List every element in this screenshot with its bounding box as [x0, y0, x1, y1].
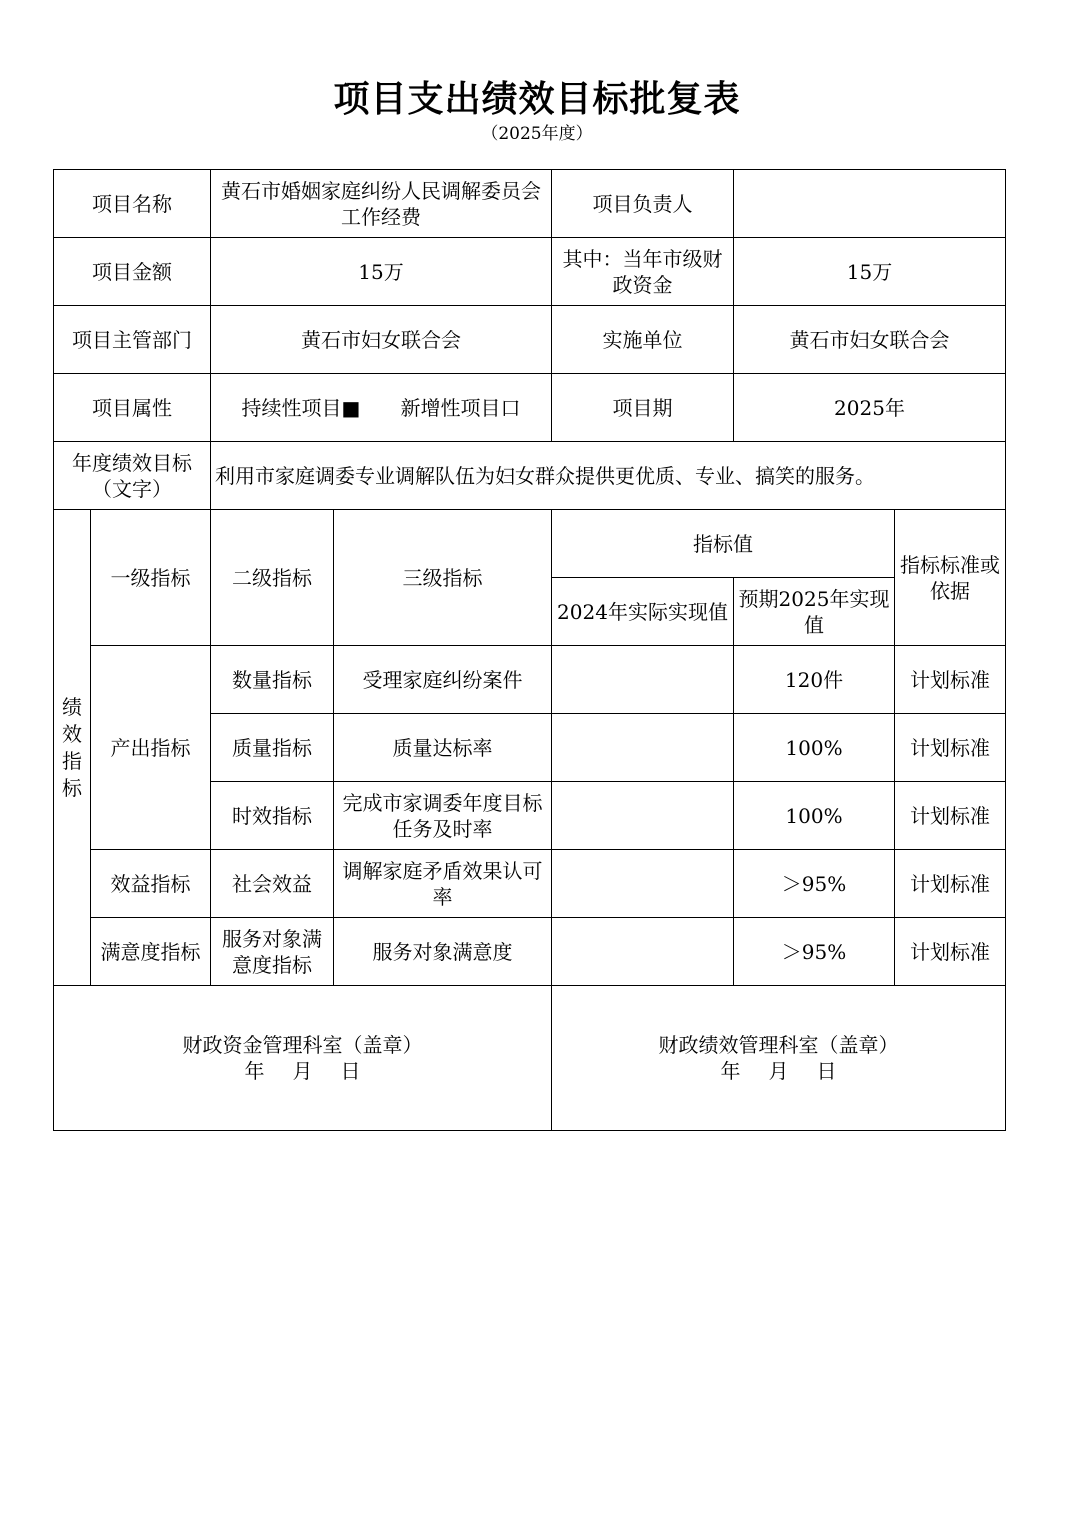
attr-continuing: 持续性项目■ [241, 395, 361, 420]
level3-cell: 受理家庭纠纷案件 [334, 646, 552, 714]
city-fund-label: 其中：当年市级财政资金 [552, 238, 734, 306]
left-signature-cell [54, 986, 552, 1131]
left-office-label: 财政资金管理科室（盖章） [182, 1033, 423, 1057]
left-date-year: 年 [244, 1059, 265, 1083]
impl-value: 黄石市妇女联合会 [734, 306, 1006, 374]
expected-2025-cell: 120件 [734, 646, 895, 714]
level3-cell: 调解家庭矛盾效果认可率 [334, 850, 552, 918]
actual-2024-cell [552, 646, 734, 714]
level2-cell: 时效指标 [211, 782, 334, 850]
level3-cell: 完成市家调委年度目标任务及时率 [334, 782, 552, 850]
leader-label: 项目负责人 [552, 170, 734, 238]
dept-value: 黄石市妇女联合会 [211, 306, 552, 374]
row-project-name [54, 170, 1006, 238]
amount-value: 15万 [211, 238, 552, 306]
actual-2024-cell [552, 918, 734, 986]
table-row [54, 646, 1006, 714]
right-date-year: 年 [720, 1059, 741, 1083]
indicator-section-text: 绩效指标 [62, 694, 82, 800]
row-department [54, 306, 1006, 374]
level2-cell: 数量指标 [211, 646, 334, 714]
right-date-month: 月 [768, 1059, 789, 1083]
right-date [555, 1058, 1002, 1084]
col-standard-header: 指标标准或依据 [895, 510, 1006, 646]
standard-cell: 计划标准 [895, 850, 1006, 918]
dept-label: 项目主管部门 [54, 306, 211, 374]
standard-cell: 计划标准 [895, 646, 1006, 714]
left-date-day: 日 [340, 1059, 361, 1083]
page-subtitle: （2025年度） [481, 124, 593, 144]
goal-value: 利用市家庭调委专业调解队伍为妇女群众提供更优质、专业、搞笑的服务。 [211, 442, 1006, 510]
page-title: 项目支出绩效目标批复表 [333, 79, 741, 120]
project-name-value: 黄石市婚姻家庭纠纷人民调解委员会工作经费 [211, 170, 552, 238]
right-date-day: 日 [816, 1059, 837, 1083]
expected-2025-cell: 100% [734, 714, 895, 782]
level2-cell: 社会效益 [211, 850, 334, 918]
col-level2-header: 二级指标 [211, 510, 334, 646]
goal-label: 年度绩效目标（文字） [54, 442, 211, 510]
col-expected-2025-header: 预期2025年实现值 [734, 578, 895, 646]
impl-label: 实施单位 [552, 306, 734, 374]
attr-new: 新增性项目口 [400, 395, 521, 420]
indicator-header-row [54, 510, 1006, 578]
row-attributes [54, 374, 1006, 442]
indicator-section-label [54, 510, 91, 986]
attr-label: 项目属性 [54, 374, 211, 442]
signature-row [54, 986, 1006, 1131]
level3-cell: 质量达标率 [334, 714, 552, 782]
leader-value [734, 170, 1006, 238]
standard-cell: 计划标准 [895, 782, 1006, 850]
approval-table [53, 169, 1006, 1131]
right-signature-cell [552, 986, 1006, 1131]
level2-cell: 质量指标 [211, 714, 334, 782]
row-amount [54, 238, 1006, 306]
level1-satisfaction: 满意度指标 [91, 918, 211, 986]
period-label: 项目期 [552, 374, 734, 442]
attr-value [211, 374, 552, 442]
level1-benefit: 效益指标 [91, 850, 211, 918]
level2-cell: 服务对象满意度指标 [211, 918, 334, 986]
row-annual-goal [54, 442, 1006, 510]
actual-2024-cell [552, 782, 734, 850]
amount-label: 项目金额 [54, 238, 211, 306]
period-value: 2025年 [734, 374, 1006, 442]
table-row [54, 850, 1006, 918]
actual-2024-cell [552, 850, 734, 918]
project-name-label: 项目名称 [54, 170, 211, 238]
table-row [54, 918, 1006, 986]
standard-cell: 计划标准 [895, 714, 1006, 782]
standard-cell: 计划标准 [895, 918, 1006, 986]
actual-2024-cell [552, 714, 734, 782]
col-actual-2024-header: 2024年实际实现值 [552, 578, 734, 646]
level1-output: 产出指标 [91, 646, 211, 850]
right-office-label: 财政绩效管理科室（盖章） [658, 1033, 899, 1057]
col-value-header: 指标值 [552, 510, 895, 578]
expected-2025-cell: 100% [734, 782, 895, 850]
expected-2025-cell: ＞95% [734, 918, 895, 986]
col-level3-header: 三级指标 [334, 510, 552, 646]
left-date-month: 月 [292, 1059, 313, 1083]
col-level1-header: 一级指标 [91, 510, 211, 646]
city-fund-value: 15万 [734, 238, 1006, 306]
left-date [57, 1058, 548, 1084]
expected-2025-cell: ＞95% [734, 850, 895, 918]
level3-cell: 服务对象满意度 [334, 918, 552, 986]
